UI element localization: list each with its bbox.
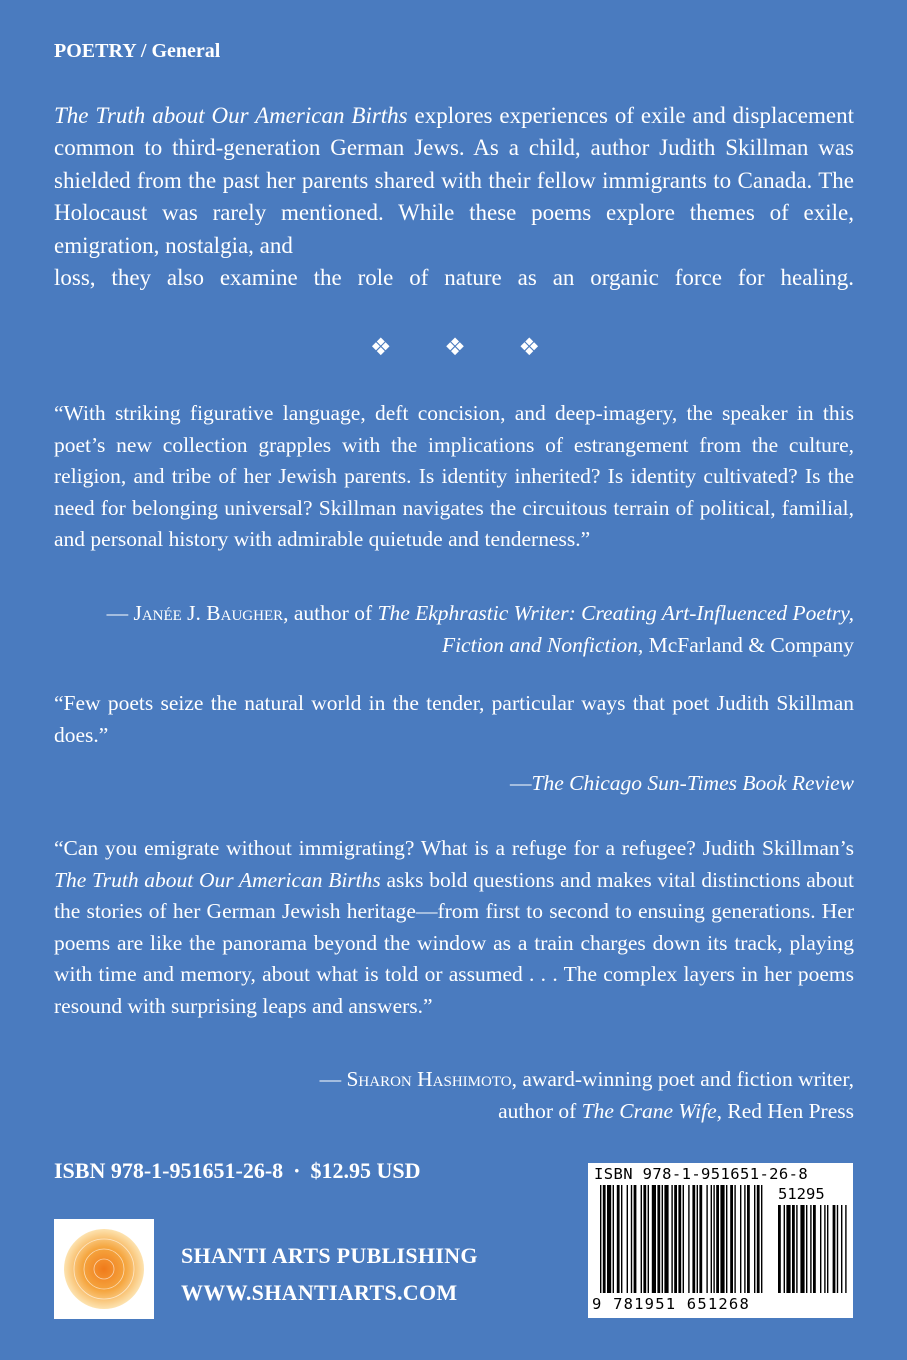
barcode-bar [607, 1185, 611, 1293]
barcode-bar [688, 1185, 689, 1293]
price-label: $12.95 USD [310, 1158, 421, 1183]
barcode-bar [761, 1185, 762, 1293]
barcode-bar [833, 1205, 836, 1293]
reviewer-work: The Chicago Sun-Times Book Review [531, 771, 854, 795]
publisher-info [181, 1237, 478, 1311]
separator-dot: · [293, 1158, 301, 1183]
barcode-bar [757, 1185, 760, 1293]
book-title: The Truth about Our American Births [54, 103, 408, 128]
barcode-bar [621, 1185, 622, 1293]
barcode-bar [713, 1185, 714, 1293]
diamond-ornament-icon: ❖ [370, 333, 392, 361]
barcode-bar [744, 1185, 745, 1293]
barcode-bar [730, 1185, 733, 1293]
barcode-bar [827, 1205, 828, 1293]
book-description [54, 100, 854, 294]
barcode-bar [726, 1185, 727, 1293]
barcode-bar [692, 1185, 695, 1293]
barcode-bar [820, 1205, 821, 1293]
reviewer-name: Janée J. Baugher [133, 601, 284, 625]
barcode-bar [711, 1185, 712, 1293]
barcode-bar [671, 1185, 672, 1293]
barcode-bar [627, 1185, 628, 1293]
barcode-bar [643, 1185, 646, 1293]
barcode-bar [784, 1205, 785, 1293]
barcode-bar [697, 1185, 698, 1293]
book-title: The Truth about Our American Births [54, 867, 381, 892]
barcode-bar [678, 1185, 681, 1293]
barcode-bar [800, 1205, 804, 1293]
reviewer-work: The Crane Wife, [581, 1098, 723, 1123]
barcode-isbn-text: ISBN 978-1-951651-26-8 [594, 1165, 809, 1183]
barcode-bar [786, 1205, 790, 1293]
review-quote-1: “With striking figurative language, deft concision, and deep-imagery, the speaker in this poet’s new collection grapples with the implications of estrangement from the culture, religion, and tribe of her Jewish parents. Is identity inherited? Is identity cultivated? Is the need for belonging universal? Skillman navigates the circuitous terrain of political, familial, and personal history with admirable quietude and tenderness.” [54, 401, 854, 551]
category-label: POETRY / General [54, 40, 221, 62]
reviewer-name: Sharon Hashimoto [346, 1067, 512, 1091]
barcode-bar [747, 1185, 750, 1293]
review-attribution-1: — Janée J. Baugher, author of The Ekphrastic Writer: Creating Art-Influenced Poetry, Fiction and Nonfiction, McFarland & Company [106, 601, 854, 657]
sun-logo-icon [62, 1227, 146, 1311]
review-attribution-2: —The Chicago Sun-Times Book Review [510, 771, 854, 795]
barcode-bar [754, 1185, 755, 1293]
diamond-ornament-icon: ❖ [518, 333, 540, 361]
diamond-ornament-icon: ❖ [444, 333, 466, 361]
isbn-barcode [588, 1163, 853, 1318]
barcode-bar [716, 1185, 719, 1293]
barcode-bar [683, 1185, 684, 1293]
publisher-url: WWW.SHANTIARTS.COM [181, 1280, 458, 1305]
publisher-logo [54, 1219, 154, 1319]
barcode-bar [824, 1205, 825, 1293]
barcode-bar [631, 1185, 632, 1293]
barcode-bar [617, 1185, 620, 1293]
barcode-bar [699, 1185, 702, 1293]
barcode-bar [837, 1205, 838, 1293]
isbn-label: ISBN 978-1-951651-26-8 [54, 1158, 284, 1183]
barcode-bar [657, 1185, 660, 1293]
barcode-bar [845, 1205, 846, 1293]
barcode-bar [796, 1205, 797, 1293]
barcode-bar [613, 1185, 614, 1293]
publisher-name: SHANTI ARTS PUBLISHING [181, 1243, 478, 1268]
barcode-bar [734, 1185, 735, 1293]
barcode-number: 9 781951 651268 [592, 1295, 750, 1313]
reviewer-work: The Ekphrastic Writer: Creating Art-Influenced Poetry, Fiction and Nonfiction, [377, 601, 854, 657]
description-last-line: loss, they also examine the role of nature as an organic force for healing. [54, 265, 854, 291]
barcode-bar [603, 1185, 606, 1293]
barcode-bar [648, 1185, 649, 1293]
isbn-price-line [54, 1158, 421, 1184]
review-quote-3: “Can you emigrate without immigrating? What is a refuge for a refugee? Judith Skillman’s The Truth about Our American Births asks bold questions and makes vital distinctions about the stories of her German Jewish heritage—from first to second to ensuing generations. Her poems are like the panorama beyond the window as a train charges down its track, playing with time and memory, about what is told or assumed . . . The complex layers in her poems resound with surprising leaps and answers.” [54, 836, 854, 1018]
barcode-bar [720, 1185, 724, 1293]
barcode-bar [662, 1185, 663, 1293]
review-quote-2: “Few poets seize the natural world in the tender, particular ways that poet Judith Skillman does.” [54, 691, 854, 747]
description-text: explores experiences of exile and displacement common to third-generation German Jews. As a child, author Judith Skillman was shielded from the past her parents shared with their fellow immigrants to Canada. The Holocaust was rarely mentioned. While these poems explore themes of exile, emigration, nostalgia, and [54, 103, 855, 258]
barcode-bar [706, 1185, 707, 1293]
barcode-bar [841, 1205, 842, 1293]
ornament-divider [370, 333, 540, 361]
barcode-bar [652, 1185, 656, 1293]
barcode-price-code: 51295 [778, 1185, 825, 1203]
barcode-bar [600, 1185, 601, 1293]
review-attribution-3: — Sharon Hashimoto, award-winning poet and fiction writer, author of The Crane Wife, Red Hen Press [319, 1067, 854, 1123]
barcode-bar [740, 1185, 741, 1293]
barcode-bar [664, 1185, 668, 1293]
barcode-bar [674, 1185, 677, 1293]
barcode-bar [806, 1205, 807, 1293]
barcode-bar [810, 1205, 811, 1293]
barcode-bar [641, 1185, 642, 1293]
barcode-bar [778, 1205, 781, 1293]
barcode-bar [792, 1205, 795, 1293]
barcode-bar [813, 1205, 816, 1293]
barcode-bar [634, 1185, 637, 1293]
